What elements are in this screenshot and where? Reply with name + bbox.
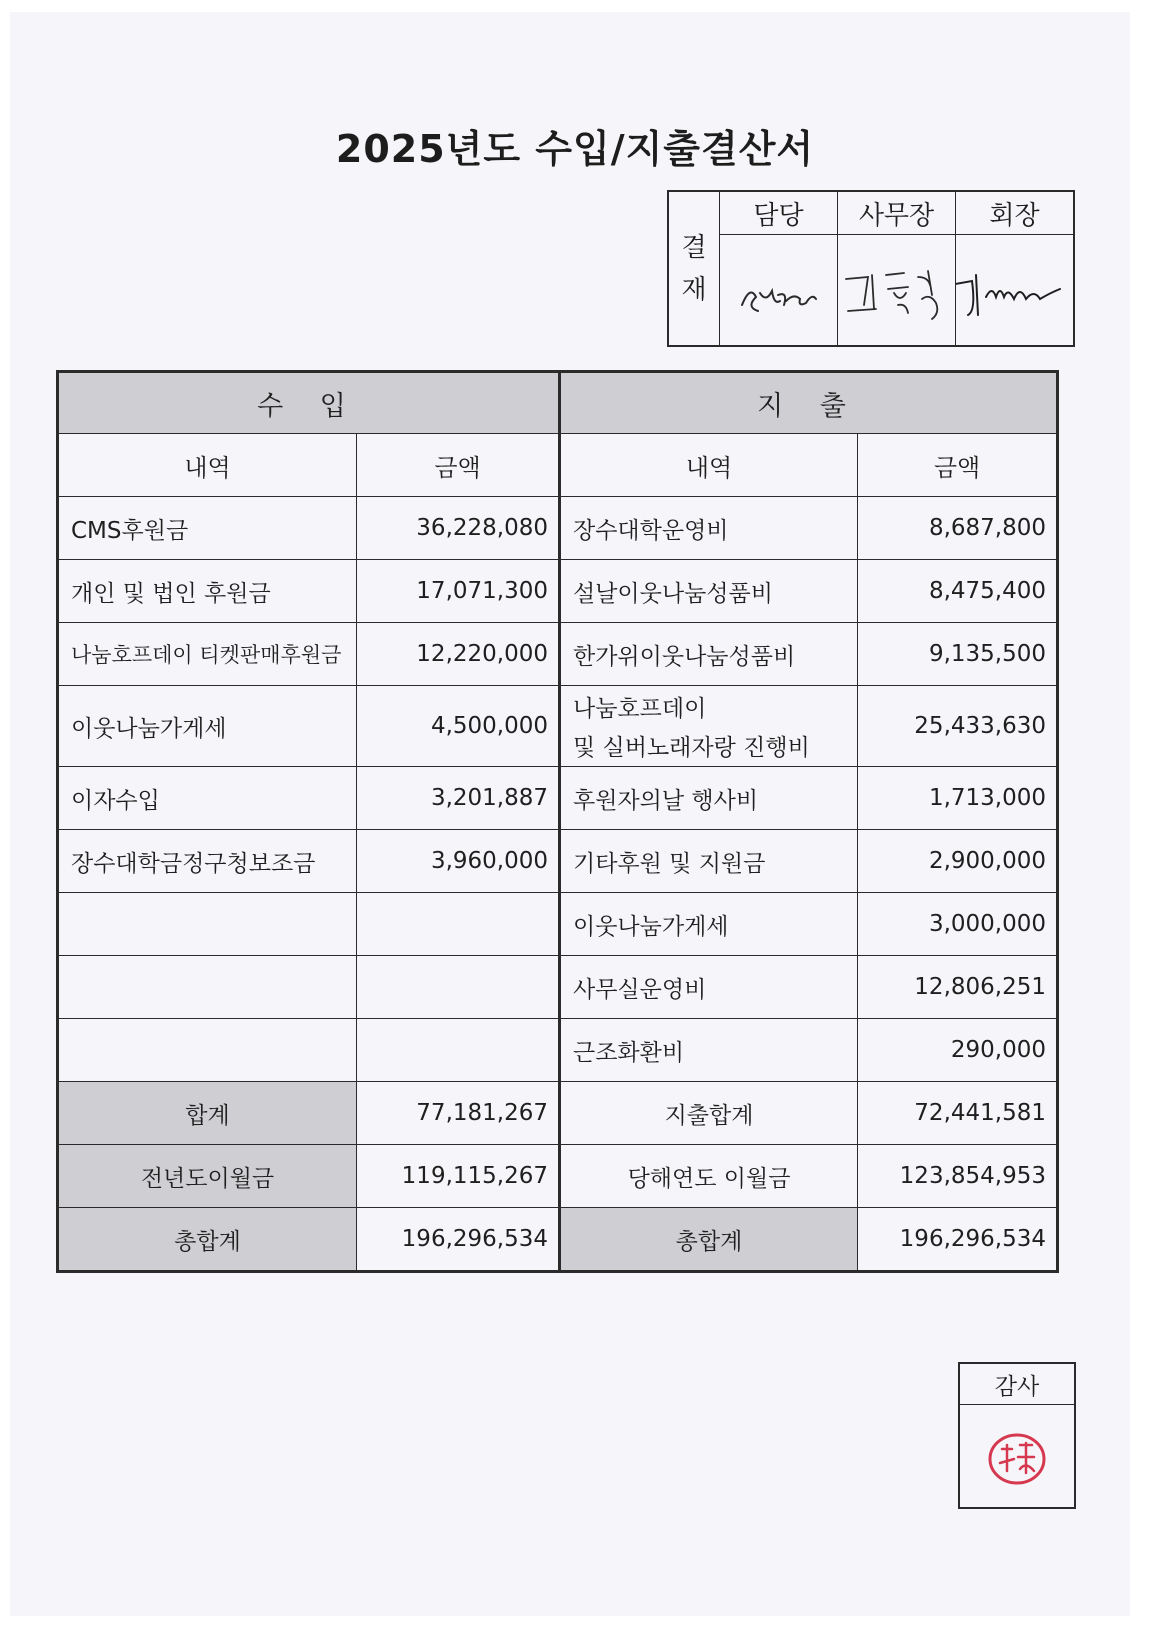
income-section-header: 수 입 [58, 372, 560, 434]
total-row [58, 1082, 1058, 1145]
expense-grand-total-label: 총합계 [560, 1208, 858, 1272]
expense-item-line1: 나눔호프데이 [573, 696, 707, 722]
audit-label: 감사 [959, 1363, 1075, 1405]
carryover-row [58, 1145, 1058, 1208]
audit-box [958, 1362, 1076, 1509]
expense-item-line2: 및 실버노래자랑 진행비 [573, 735, 810, 761]
current-year-carryover-label: 당해연도 이월금 [560, 1145, 858, 1208]
approval-label [668, 191, 720, 346]
expense-amount: 3,000,000 [858, 893, 1058, 956]
grand-total-row [58, 1208, 1058, 1272]
income-amount: 3,960,000 [357, 830, 560, 893]
expense-amount: 290,000 [858, 1019, 1058, 1082]
approval-col-secretary: 사무장 [838, 191, 956, 235]
current-year-carryover-amount: 123,854,953 [858, 1145, 1058, 1208]
expense-item: 장수대학운영비 [560, 497, 858, 560]
table-row [58, 623, 1058, 686]
income-amount [357, 893, 560, 956]
expense-amount: 12,806,251 [858, 956, 1058, 1019]
income-amount [357, 956, 560, 1019]
income-item: 이자수입 [58, 767, 357, 830]
income-item [58, 956, 357, 1019]
approval-col-staff: 담당 [720, 191, 838, 235]
income-amount: 36,228,080 [357, 497, 560, 560]
income-amount: 4,500,000 [357, 686, 560, 767]
approval-label-top: 결 [681, 232, 707, 263]
expense-item: 기타후원 및 지원금 [560, 830, 858, 893]
signature-president [956, 235, 1075, 347]
income-item [58, 893, 357, 956]
expense-item: 근조화환비 [560, 1019, 858, 1082]
signature-staff [720, 235, 838, 347]
expense-item [560, 686, 858, 767]
income-grand-total-amount: 196,296,534 [357, 1208, 560, 1272]
approval-col-president: 회장 [956, 191, 1075, 235]
income-col-amount: 금액 [357, 434, 560, 497]
expense-item: 후원자의날 행사비 [560, 767, 858, 830]
signature-president-image [956, 235, 1073, 345]
income-amount: 12,220,000 [357, 623, 560, 686]
income-item [58, 1019, 357, 1082]
income-item: 개인 및 법인 후원금 [58, 560, 357, 623]
expense-total-label: 지출합계 [560, 1082, 858, 1145]
expense-amount: 25,433,630 [858, 686, 1058, 767]
income-amount: 3,201,887 [357, 767, 560, 830]
income-item: 나눔호프데이 티켓판매후원금 [58, 623, 357, 686]
document-title: 2025년도 수입/지출결산서 [335, 127, 815, 171]
expense-item: 설날이웃나눔성품비 [560, 560, 858, 623]
expense-col-amount: 금액 [858, 434, 1058, 497]
audit-seal [959, 1405, 1075, 1509]
expense-amount: 2,900,000 [858, 830, 1058, 893]
table-row [58, 767, 1058, 830]
red-seal-stamp-icon [960, 1405, 1074, 1503]
table-row [58, 956, 1058, 1019]
income-grand-total-label: 총합계 [58, 1208, 357, 1272]
expense-section-header: 지 출 [560, 372, 1058, 434]
settlement-table [56, 370, 1059, 1273]
signature-secretary [838, 235, 956, 347]
income-total-label: 합계 [58, 1082, 357, 1145]
expense-amount: 8,475,400 [858, 560, 1058, 623]
expense-col-item: 내역 [560, 434, 858, 497]
expense-grand-total-amount: 196,296,534 [858, 1208, 1058, 1272]
table-row [58, 1019, 1058, 1082]
expense-amount: 9,135,500 [858, 623, 1058, 686]
expense-total-amount: 72,441,581 [858, 1082, 1058, 1145]
table-row [58, 560, 1058, 623]
expense-amount: 1,713,000 [858, 767, 1058, 830]
expense-item: 이웃나눔가게세 [560, 893, 858, 956]
income-col-item: 내역 [58, 434, 357, 497]
income-amount [357, 1019, 560, 1082]
table-row [58, 830, 1058, 893]
table-row [58, 497, 1058, 560]
prior-year-carryover-amount: 119,115,267 [357, 1145, 560, 1208]
prior-year-carryover-label: 전년도이월금 [58, 1145, 357, 1208]
income-amount: 17,071,300 [357, 560, 560, 623]
income-item: CMS후원금 [58, 497, 357, 560]
approval-box [667, 190, 1075, 347]
table-row [58, 686, 1058, 767]
income-item: 장수대학금정구청보조금 [58, 830, 357, 893]
expense-item: 한가위이웃나눔성품비 [560, 623, 858, 686]
signature-secretary-image [838, 235, 955, 345]
approval-label-bottom: 재 [681, 274, 707, 305]
income-total-amount: 77,181,267 [357, 1082, 560, 1145]
expense-amount: 8,687,800 [858, 497, 1058, 560]
income-item: 이웃나눔가게세 [58, 686, 357, 767]
expense-item: 사무실운영비 [560, 956, 858, 1019]
table-row [58, 893, 1058, 956]
signature-staff-image [720, 235, 837, 345]
